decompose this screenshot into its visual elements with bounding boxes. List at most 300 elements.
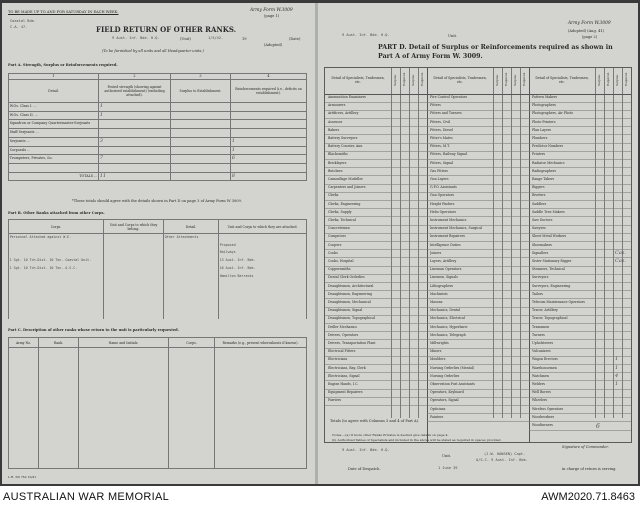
part-a-title: Part A. Strength, Surplus or Reinforcements required. (8, 63, 118, 67)
row-rule (427, 241, 529, 242)
unit-corps-cell (104, 257, 164, 265)
specialist-name: Engine Hands, I.C. (328, 382, 359, 386)
specialist-name: Watchmen (532, 373, 549, 378)
row-rule (529, 159, 631, 160)
row-rule (529, 331, 631, 332)
row-rule (325, 372, 427, 373)
rank-column-header: Required. (402, 72, 406, 86)
row-rule (325, 134, 427, 135)
printer-line: L.R. 3/6 762 10/41 (8, 475, 37, 479)
row-rule (325, 143, 427, 144)
row-rule (427, 200, 529, 201)
detail-cell (164, 296, 219, 304)
corps-cell (9, 280, 104, 288)
part-a-footnote: *These totals should agree with the details shown in Part D on page 3 of Army Form W 3009. (72, 199, 242, 203)
row-rule (325, 307, 427, 308)
specialist-name: Lithographers (430, 283, 453, 288)
specialist-name: Tramsmen (532, 324, 550, 329)
specialist-name: Painters (430, 414, 444, 419)
specialist-name: Fitters and Turners (430, 111, 462, 116)
row-rule (325, 241, 427, 242)
specialist-name: Coopers (328, 242, 342, 247)
part-b-row (9, 242, 307, 250)
row-value (231, 120, 307, 129)
specialist-name: Fitters, M.T. (430, 144, 450, 149)
specialist-name: Fitters, Diesel (430, 127, 453, 132)
totals-handwritten: 6 (596, 423, 600, 430)
col-number: 1 (9, 74, 99, 80)
row-value (171, 172, 231, 181)
specialist-name: Printers (532, 152, 546, 157)
row-rule (427, 364, 529, 365)
row-rule (427, 397, 529, 398)
specialist-name: Sister Stationary Rigger (532, 259, 572, 263)
specialist-name: Tracer, Topographical (532, 316, 568, 321)
part-c-title: Part C. Description of other ranks whose return to the unit is particularly requested. (8, 328, 179, 332)
row-rule (529, 192, 631, 193)
specialist-name: Drivers, Operators (328, 332, 359, 337)
specialist-name: Operators, Keyboard (430, 390, 464, 395)
specialist-name: Cooks, Hospital (328, 259, 354, 263)
row-rule (529, 413, 631, 414)
attached-unit-cell: 16 Aust. Inf. Bde. (219, 265, 307, 273)
row-rule (427, 372, 529, 373)
date-typed: 1/5/42. (208, 36, 224, 40)
specialist-name: Pattern Makers (532, 95, 558, 99)
row-rule (325, 257, 427, 258)
specialist-name: Battery Surveyors (328, 136, 358, 140)
signature-role: A/S.C. 9 Aust. Inf. Bde. (476, 458, 528, 462)
specialist-name: Dental Clerk Orderlies (328, 275, 365, 280)
part-d-column (529, 68, 631, 442)
handwritten-entry: 1 (615, 381, 619, 387)
specialist-name: Coppersmiths (328, 267, 351, 272)
row-label: TOTALS ... (9, 172, 99, 181)
row-rule (427, 339, 529, 340)
specialist-name: Draughtsmen, Architectural (328, 283, 374, 288)
specialist-name: G.P.O. Assistants (430, 185, 457, 190)
part-b-header-row (9, 220, 307, 234)
rank-column-line (613, 68, 614, 418)
row-rule (325, 126, 427, 127)
row-value (231, 129, 307, 138)
part-c-header-row (9, 338, 307, 348)
rank-column-header: Required. (624, 72, 628, 86)
specialist-name: Mechanics, Electrical (430, 316, 465, 321)
corps-cell (9, 273, 104, 281)
header-cell: Detail. (164, 220, 219, 234)
unit-corps-cell (104, 265, 164, 273)
notes-line-1: Notes.—(a) If more other Ranks Privates is desired give details on page 4. (332, 433, 449, 437)
rank-column-header: Surplus. (513, 74, 517, 86)
specialist-name: Gun Layers (430, 177, 449, 181)
rank-column-line (520, 68, 521, 418)
row-value (99, 120, 171, 129)
detail-cell (164, 249, 219, 257)
signature-typed: (J.W. HANSEN) Capt. (484, 452, 526, 456)
row-rule (325, 282, 427, 283)
row-rule (427, 143, 529, 144)
specialist-name: Telecom Maintenance Operators (532, 300, 585, 304)
archive-name: AUSTRALIAN WAR MEMORIAL (3, 491, 170, 503)
attached-unit-cell (219, 280, 307, 288)
row-value: 1 (231, 146, 307, 155)
document-sheet (2, 3, 638, 484)
handwritten-entry: 1 (615, 356, 619, 363)
row-rule (529, 143, 631, 144)
specialist-name: Radiator Mechanics (532, 160, 565, 165)
specialist-name: Miners (430, 349, 442, 354)
unit-label-2: Unit. (442, 454, 452, 458)
specialist-name: Instrument Mechanics (430, 218, 467, 222)
row-value (231, 163, 307, 172)
right-unit-label: Unit. (448, 34, 458, 38)
row-rule (529, 241, 631, 242)
specialist-name: Signallers (532, 250, 549, 255)
specialist-name: Photographers, Air Photo (532, 111, 574, 116)
header-cell: Detail. (9, 80, 99, 103)
right-page-number: (page 2) (582, 35, 598, 39)
row-value (171, 155, 231, 164)
row-label (9, 163, 99, 172)
specialist-name: Saddlers (532, 201, 547, 206)
row-rule (529, 134, 631, 135)
row-rule (529, 167, 631, 168)
row-rule (325, 266, 427, 267)
row-rule (427, 380, 529, 381)
specialist-name: Welders (532, 382, 546, 386)
row-rule (529, 175, 631, 176)
corps-cell: Personnel Attached against W.E. (9, 234, 104, 242)
row-rule (325, 102, 427, 103)
detail-cell (164, 265, 219, 273)
specialist-name: Bakers (328, 127, 340, 132)
part-b-row (9, 257, 307, 265)
part-a-row (9, 103, 307, 112)
specialist-name: Woodworkers (532, 414, 555, 419)
part-a-row (9, 163, 307, 172)
row-rule (325, 298, 427, 299)
part-a-row (9, 120, 307, 129)
handwritten-entry: 1 (615, 364, 619, 371)
part-c-table (8, 337, 307, 469)
row-rule (427, 257, 529, 258)
specialist-name: Nursing Orderlies (430, 373, 460, 378)
header-cell: Reinforcements required (i.e., deficits on establishment). (231, 80, 307, 103)
blank-cell (169, 348, 215, 469)
part-b-row (9, 288, 307, 296)
row-value (171, 129, 231, 138)
row-rule (427, 323, 529, 324)
row-rule (427, 233, 529, 234)
row-rule (325, 184, 427, 185)
handwritten-entry: Cas. (615, 249, 626, 256)
specialist-name: Ammunition Examiners (328, 95, 366, 99)
row-rule (427, 126, 529, 127)
corps-cell (9, 303, 104, 311)
form-title: FIELD RETURN OF OTHER RANKS. (96, 25, 237, 34)
part-a-row (9, 146, 307, 155)
row-rule (529, 298, 631, 299)
row-rule (529, 126, 631, 127)
row-rule (325, 200, 427, 201)
row-rule (427, 118, 529, 119)
row-rule (427, 413, 529, 414)
part-d-column (325, 68, 427, 442)
col-number: 3 (171, 74, 231, 80)
detail-cell (164, 242, 219, 250)
row-rule (427, 405, 529, 406)
specialist-name: Electricians, Bay, Clerk (328, 365, 366, 370)
despatch-date: 1 June 39 (438, 466, 458, 470)
row-rule (529, 290, 631, 291)
specialist-name: Surveyors (532, 275, 549, 280)
rank-column-line (409, 68, 410, 418)
row-rule (529, 323, 631, 324)
specialist-name: Riveters (532, 193, 546, 198)
part-b-row (9, 280, 307, 288)
adopted-label: (Adopted) (264, 43, 283, 47)
blank-cell (215, 348, 307, 469)
specialist-name: Plan Layers (532, 127, 551, 132)
row-rule (427, 102, 529, 103)
part-b-table (8, 219, 307, 319)
row-rule (427, 151, 529, 152)
row-rule (427, 282, 529, 283)
row-rule (529, 421, 631, 422)
row-label: Squadron or Company Quartermaster-Serjeants (9, 120, 99, 129)
notes-line-2: (b) Authorized Tables of Specialists and included in the above will be stated as required in spaces provided. (332, 438, 502, 442)
specialist-name: Farriers (328, 398, 342, 403)
rank-column-header: Required. (504, 72, 508, 86)
rank-column-line (502, 68, 503, 418)
page-fold (315, 3, 318, 484)
row-label: Corporals ... (9, 146, 99, 155)
rank-column-header: Surplus. (615, 74, 619, 86)
specialist-name: Draughtsmen, Signal (328, 308, 363, 313)
row-rule (325, 159, 427, 160)
specialist-name: Bricklayers (328, 160, 347, 165)
rank-column-header: Required. (420, 72, 424, 86)
col-number: 2 (99, 74, 171, 80)
specialist-name: Upholsterers (532, 341, 554, 345)
specialist-name: Electricians, Signal (328, 373, 360, 378)
rank-column-line (595, 68, 596, 418)
row-value (99, 129, 171, 138)
row-rule (427, 159, 529, 160)
row-rule (325, 315, 427, 316)
specialist-name: Assessor (328, 119, 343, 124)
column-header: Detail of Specialists, Tradesmen, etc. (535, 76, 589, 84)
row-rule (529, 233, 631, 234)
column-header: Detail of Specialists, Tradesmen, etc. (433, 76, 487, 84)
rank-column-line (391, 68, 392, 418)
specialist-name: Photographers (532, 103, 556, 108)
row-rule (325, 380, 427, 381)
specialist-name: Operators, Signal (430, 398, 459, 403)
part-b-row (9, 265, 307, 273)
rank-column-line (622, 68, 623, 418)
rank-column-header: Surplus. (495, 74, 499, 86)
rank-column-header: Required. (522, 72, 526, 86)
row-rule (529, 282, 631, 283)
part-a-table (8, 73, 307, 181)
specialist-name: Nursing Orderlies (Mental) (430, 365, 475, 370)
row-rule (529, 339, 631, 340)
row-rule (529, 110, 631, 111)
unit-corps-cell (104, 249, 164, 257)
row-value: 1 (99, 103, 171, 112)
part-b-row (9, 234, 307, 242)
row-rule (325, 208, 427, 209)
right-form-number: Army Form W.3009 (568, 21, 611, 26)
rank-column-line (493, 68, 494, 418)
row-rule (529, 208, 631, 209)
specialist-name: Draughtsmen, Topographical (328, 316, 376, 321)
specialist-name: Turners (532, 332, 545, 337)
unit-line-typed: 9 Aust. Inf. Bde. H.Q. (112, 36, 160, 40)
row-value: 3 (99, 137, 171, 146)
rank-column-line (400, 68, 401, 418)
row-rule (427, 110, 529, 111)
row-rule (529, 397, 631, 398)
specialist-name: Instrument Mechanics, Surgical (430, 226, 482, 231)
attached-unit-cell (219, 296, 307, 304)
corps-cell (9, 249, 104, 257)
specialist-name: Butchers (328, 168, 343, 173)
unit-corps-cell (104, 242, 164, 250)
blank-cell (79, 348, 169, 469)
specialist-name: Concretemen (328, 226, 350, 231)
specialist-name: Wheelers (532, 398, 548, 403)
attached-unit-cell (219, 311, 307, 319)
row-rule (529, 225, 631, 226)
specialist-name: Saddle Tree Makers (532, 209, 565, 214)
specialist-name: Sheet Metal Workers (532, 234, 567, 239)
part-d-title-1: PART D. Detail of Surplus or Reinforcements required as shown in (378, 44, 613, 51)
form-number: Army Form W.3009 (250, 8, 293, 13)
handwritten-entry: Cas. (615, 258, 626, 264)
top-note: TO BE MADE UP TO AND FOR SATURDAY IN EACH WEEK. (8, 10, 119, 14)
part-d-title-2: Part A of Army Form W. 3009. (378, 53, 483, 60)
detail-cell (164, 311, 219, 319)
row-label: Trumpeters, Privates, &c. (9, 155, 99, 164)
part-b-row (9, 273, 307, 281)
part-b-row (9, 303, 307, 311)
row-rule (427, 167, 529, 168)
row-value (171, 120, 231, 129)
row-rule (325, 175, 427, 176)
despatch-label: Date of Despatch. (348, 467, 381, 471)
right-unit-typed: 9 Aust. Inf. Bde. H.Q. (342, 33, 390, 37)
row-rule (325, 110, 427, 111)
part-a-header-row (9, 80, 307, 103)
specialist-name: Electricians (328, 357, 348, 362)
row-rule (427, 208, 529, 209)
rank-column-header: Surplus. (393, 74, 397, 86)
specialist-name: Woodturners (532, 423, 553, 427)
header-cell: Remarks (e.g., present whereabouts if known). (215, 338, 307, 348)
specialist-name: Millwrights (430, 341, 449, 345)
header-cell: Surplus to Establishment. (171, 80, 231, 103)
specialist-name: Helio Operators (430, 209, 456, 214)
row-rule (427, 216, 529, 217)
row-rule (427, 356, 529, 357)
handwritten-entry: 4 (615, 372, 619, 379)
row-rule (529, 315, 631, 316)
specialist-name: Mechanics, Hyperbaric (430, 324, 468, 329)
part-c-blank-row (9, 348, 307, 469)
specialist-name: Driller Mechanics (328, 324, 357, 329)
rank-column-header: Required. (606, 72, 610, 86)
specialist-name: Height Finders (430, 201, 455, 206)
row-label: Serjeants ... (9, 137, 99, 146)
blank-cell (9, 348, 39, 469)
row-rule (529, 274, 631, 275)
specialist-name: Lineman Operators (430, 267, 462, 272)
corps-cell (9, 296, 104, 304)
row-value (171, 111, 231, 120)
specialist-name: Saw Doctors (532, 218, 553, 222)
row-rule (427, 192, 529, 193)
specialist-name: Range Takers (532, 177, 555, 181)
unit-corps-cell (104, 296, 164, 304)
row-rule (325, 151, 427, 152)
row-value: 11 (99, 172, 171, 181)
row-rule (529, 348, 631, 349)
column-divider (427, 68, 428, 442)
row-rule (325, 405, 427, 406)
row-rule (529, 200, 631, 201)
column-header: Detail of Specialists, Tradesmen, etc. (331, 76, 385, 84)
row-rule (325, 192, 427, 193)
header-cell: Corps. (9, 220, 104, 234)
attached-unit-cell: Proposed (219, 242, 307, 250)
signature-label: Signature of Commander. (562, 445, 609, 449)
attached-unit-cell (219, 234, 307, 242)
row-rule (325, 389, 427, 390)
part-a-row (9, 155, 307, 164)
row-rule (325, 348, 427, 349)
specialist-name: Vulcanizers (532, 349, 551, 354)
specialist-name: Fire Control Operators (430, 95, 468, 99)
row-rule (427, 389, 529, 390)
row-value (171, 103, 231, 112)
specialist-name: Machinists (430, 291, 448, 296)
specialist-name: Wireless Operators (532, 406, 564, 411)
row-value (99, 146, 171, 155)
row-rule (529, 102, 631, 103)
unit-typed-2: C.A. 47. (10, 25, 28, 29)
specialist-name: Fitters, Signal (430, 160, 454, 165)
row-label: Staff Serjeants ... (9, 129, 99, 138)
specialist-name: Camouflage Modeller (328, 177, 363, 181)
row-rule (325, 364, 427, 365)
attached-unit-cell: 13 Aust. Inf. Bde. (219, 257, 307, 265)
row-label: W.Os. Class II. ... (9, 111, 99, 120)
detail-cell (164, 273, 219, 281)
unit-corps-cell (104, 288, 164, 296)
specialist-name: Mechanics, Telegraph (430, 332, 466, 337)
header-cell: Army No. (9, 338, 39, 348)
row-rule (427, 184, 529, 185)
corps-cell: 1 Sgt. 10 Tch.Dist. 10 Tec. A.S.C. (9, 265, 104, 273)
specialist-name: Plumbers (532, 136, 548, 140)
specialist-name: Draughtsmen, Mechanical (328, 300, 371, 304)
archive-footer (0, 486, 640, 506)
row-rule (529, 405, 631, 406)
specialist-name: Fitters, Civil (430, 119, 451, 124)
